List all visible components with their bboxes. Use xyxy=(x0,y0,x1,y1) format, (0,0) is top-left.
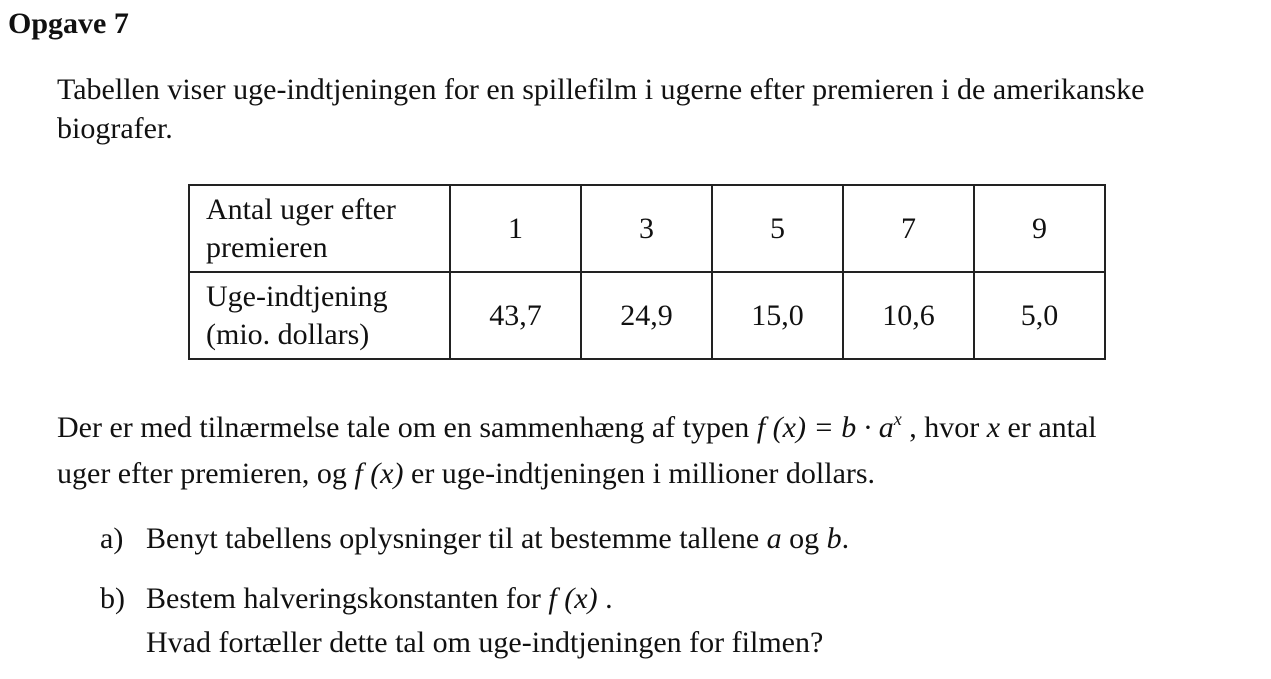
question-a-var-a: a xyxy=(766,522,782,555)
row-header-earnings-line2: (mio. dollars) xyxy=(206,317,370,351)
question-b-marker: b) xyxy=(100,582,125,615)
table-cell-week: 9 xyxy=(974,185,1105,272)
model-formula xyxy=(757,411,902,444)
model-formula-main: f (x) = b · a xyxy=(756,411,894,444)
table-cell-earnings: 43,7 xyxy=(450,272,581,359)
model-fx: f (x) xyxy=(354,457,404,490)
table-cell-week: 1 xyxy=(450,185,581,272)
table-cell-earnings: 10,6 xyxy=(843,272,974,359)
table-cell-week: 3 xyxy=(581,185,712,272)
table-cell-earnings: 15,0 xyxy=(712,272,843,359)
row-header-earnings xyxy=(189,272,450,359)
question-a-marker: a) xyxy=(100,522,124,555)
row-header-weeks-line2: premieren xyxy=(206,230,328,264)
table-cell-earnings: 24,9 xyxy=(581,272,712,359)
question-b-line2: Hvad fortæller dette tal om uge-indtjeningen for filmen? xyxy=(146,626,824,659)
row-header-earnings-line1: Uge-indtjening xyxy=(206,279,388,313)
question-b-text1: Bestem halveringskonstanten for xyxy=(146,582,549,615)
table-cell-week: 5 xyxy=(712,185,843,272)
model-text-part1: Der er med tilnærmelse tale om en sammenhæng af typen xyxy=(57,411,757,444)
table-cell-earnings: 5,0 xyxy=(974,272,1105,359)
row-header-weeks xyxy=(189,185,450,272)
question-a-var-b: b xyxy=(826,522,842,555)
table-cell-week: 7 xyxy=(843,185,974,272)
model-text-part2: , hvor xyxy=(901,411,987,444)
question-b xyxy=(100,577,613,621)
assignment-heading: Opgave 7 xyxy=(8,7,129,40)
intro-paragraph: Tabellen viser uge-indtjeningen for en spillefilm i ugerne efter premieren i de amerikanske biografer. xyxy=(57,73,1145,145)
data-table xyxy=(188,184,1106,360)
table-row-weeks xyxy=(189,185,1105,272)
model-text-part3: er antal xyxy=(1000,411,1097,444)
question-b-text2: . xyxy=(597,582,613,615)
question-a-text2: og xyxy=(781,522,827,555)
row-header-weeks-line1: Antal uger efter xyxy=(206,192,396,226)
question-a xyxy=(100,517,849,561)
model-var-x: x xyxy=(986,411,1001,444)
model-text-line2-part1: uger efter premieren, og xyxy=(57,457,355,490)
question-a-text1: Benyt tabellens oplysninger til at bestemme tallene xyxy=(146,522,767,555)
model-text-line2-part2: er uge-indtjeningen i millioner dollars. xyxy=(403,457,876,490)
question-b-fx: f (x) xyxy=(548,582,598,615)
question-a-text3: . xyxy=(841,522,850,555)
model-paragraph xyxy=(57,405,1267,497)
model-formula-exponent: x xyxy=(893,409,902,429)
table-row-earnings xyxy=(189,272,1105,359)
